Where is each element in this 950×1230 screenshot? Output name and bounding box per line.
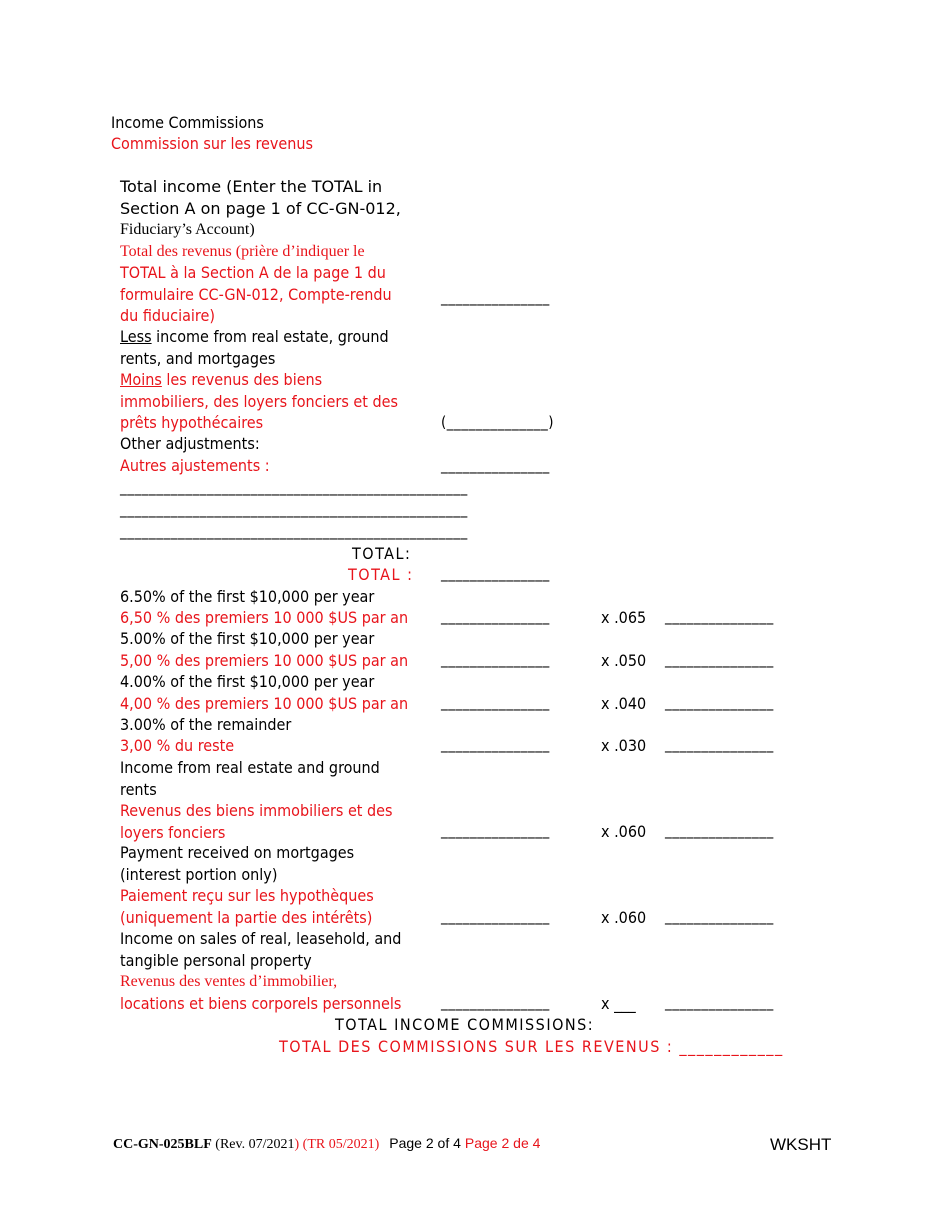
mortgages-fr-2: (uniquement la partie des intérêts) xyxy=(120,907,373,927)
real-estate-result[interactable]: _______________ xyxy=(665,821,774,839)
footer xyxy=(113,1135,540,1153)
moins-line3: prêts hypothécaires xyxy=(120,413,264,432)
mortgages-fr-1: Paiement reçu sur les hypothèques xyxy=(120,886,374,905)
mortgages-result[interactable]: _______________ xyxy=(665,907,774,925)
adjustment-line-1[interactable]: ________________________________________________ xyxy=(120,478,468,496)
rate-3-label: 4.00% of the first $10,000 per year xyxy=(120,672,375,691)
total-label-fr: TOTAL : xyxy=(348,565,414,584)
other-adjustments-label: Other adjustments: xyxy=(120,434,260,453)
rate-1-amount[interactable]: _______________ xyxy=(441,607,550,625)
mortgages-label xyxy=(120,842,430,928)
total-income-label xyxy=(120,176,430,327)
form-rev: (Rev. 07/2021 xyxy=(211,1137,295,1152)
rate-4-factor: x .030 xyxy=(601,736,647,755)
rate-4-label-fr: 3,00 % du reste xyxy=(120,736,235,755)
rate-3-factor: x .040 xyxy=(601,694,647,713)
other-adjustments-label-fr: Autres ajustements : xyxy=(120,456,270,475)
rate-4-result[interactable]: _______________ xyxy=(665,735,774,753)
rate-3-result[interactable]: _______________ xyxy=(665,693,774,711)
less-income-field[interactable]: (______________) xyxy=(441,413,554,431)
rate-2-factor: x .050 xyxy=(601,651,647,670)
total-label: TOTAL: xyxy=(352,544,412,563)
total-income-en-1: Total income (Enter the TOTAL in xyxy=(120,177,383,196)
rate-1-factor: x .065 xyxy=(601,608,647,627)
rate-1-label-fr: 6,50 % des premiers 10 000 $US par an xyxy=(120,608,409,627)
form-tr: (TR 05/2021) xyxy=(299,1137,380,1152)
page-number-fr: Page 2 de 4 xyxy=(464,1135,541,1151)
less-income-label xyxy=(120,326,430,434)
form-code: WKSHT xyxy=(770,1135,832,1154)
adjustment-line-2[interactable]: ________________________________________________ xyxy=(120,500,468,518)
rate-2-amount[interactable]: _______________ xyxy=(441,650,550,668)
total-income-en-3: Fiduciary’s Account) xyxy=(120,221,255,238)
sales-factor[interactable]: x ___ xyxy=(601,994,636,1013)
rate-2-result[interactable]: _______________ xyxy=(665,650,774,668)
form-rev-close: ) xyxy=(294,1137,300,1152)
total-income-fr-1: Total des revenus (prière d’indiquer le xyxy=(120,242,365,260)
less-word: Less xyxy=(120,327,152,346)
real-estate-factor: x .060 xyxy=(601,822,647,841)
moins-rest: les revenus des biens xyxy=(161,370,323,389)
rate-4-amount[interactable]: _______________ xyxy=(441,735,550,753)
rate-2-label: 5.00% of the first $10,000 per year xyxy=(120,629,375,648)
real-estate-fr-2: loyers fonciers xyxy=(120,822,226,842)
mortgages-en-2: (interest portion only) xyxy=(120,864,278,884)
total-income-fr-4: du fiduciaire) xyxy=(120,306,215,325)
total-income-en-2: Section A on page 1 of CC-GN-012, xyxy=(120,198,401,218)
sales-en-1: Income on sales of real, leasehold, and xyxy=(120,929,402,948)
moins-line2: immobiliers, des loyers fonciers et des xyxy=(120,391,398,411)
other-adjustments-field[interactable]: _______________ xyxy=(441,456,550,474)
page-number: Page 2 of 4 xyxy=(389,1135,461,1151)
rate-2-label-fr: 5,00 % des premiers 10 000 $US par an xyxy=(120,651,409,670)
mortgages-en-1: Payment received on mortgages xyxy=(120,843,355,862)
total-income-fr-3: formulaire CC-GN-012, Compte-rendu xyxy=(120,284,392,304)
section-title: Income Commissions xyxy=(111,113,264,132)
form-id: CC-GN-025BLF xyxy=(113,1137,212,1152)
section-title-fr: Commission sur les revenus xyxy=(111,134,313,153)
sales-fr-1: Revenus des ventes d’immobilier, xyxy=(120,973,338,990)
sales-result[interactable]: _______________ xyxy=(665,993,774,1011)
less-rest: income from real estate, ground xyxy=(151,327,389,346)
rate-1-result[interactable]: _______________ xyxy=(665,607,774,625)
rate-3-label-fr: 4,00 % des premiers 10 000 $US par an xyxy=(120,694,409,713)
grand-total-label: TOTAL INCOME COMMISSIONS: xyxy=(335,1015,595,1034)
real-estate-label xyxy=(120,757,430,843)
sales-label xyxy=(120,928,430,1014)
real-estate-fr-1: Revenus des biens immobiliers et des xyxy=(120,801,393,820)
sales-amount[interactable]: _______________ xyxy=(441,993,550,1011)
sales-fr-2: locations et biens corporels personnels xyxy=(120,993,402,1013)
rate-3-amount[interactable]: _______________ xyxy=(441,693,550,711)
mortgages-amount[interactable]: _______________ xyxy=(441,907,550,925)
rate-1-label: 6.50% of the first $10,000 per year xyxy=(120,587,375,606)
total-field[interactable]: _______________ xyxy=(441,564,550,582)
real-estate-amount[interactable]: _______________ xyxy=(441,821,550,839)
less-line2: rents, and mortgages xyxy=(120,348,276,368)
mortgages-factor: x .060 xyxy=(601,908,647,927)
real-estate-en-1: Income from real estate and ground xyxy=(120,758,380,777)
sales-en-2: tangible personal property xyxy=(120,950,312,970)
total-income-fr-2: TOTAL à la Section A de la page 1 du xyxy=(120,263,386,282)
grand-total-label-fr: TOTAL DES COMMISSIONS SUR LES REVENUS : ____________ xyxy=(279,1037,784,1056)
total-income-field[interactable]: _______________ xyxy=(441,288,550,306)
real-estate-en-2: rents xyxy=(120,779,157,799)
rate-4-label: 3.00% of the remainder xyxy=(120,715,292,734)
moins-word: Moins xyxy=(120,370,162,389)
adjustment-line-3[interactable]: ________________________________________________ xyxy=(120,522,468,540)
